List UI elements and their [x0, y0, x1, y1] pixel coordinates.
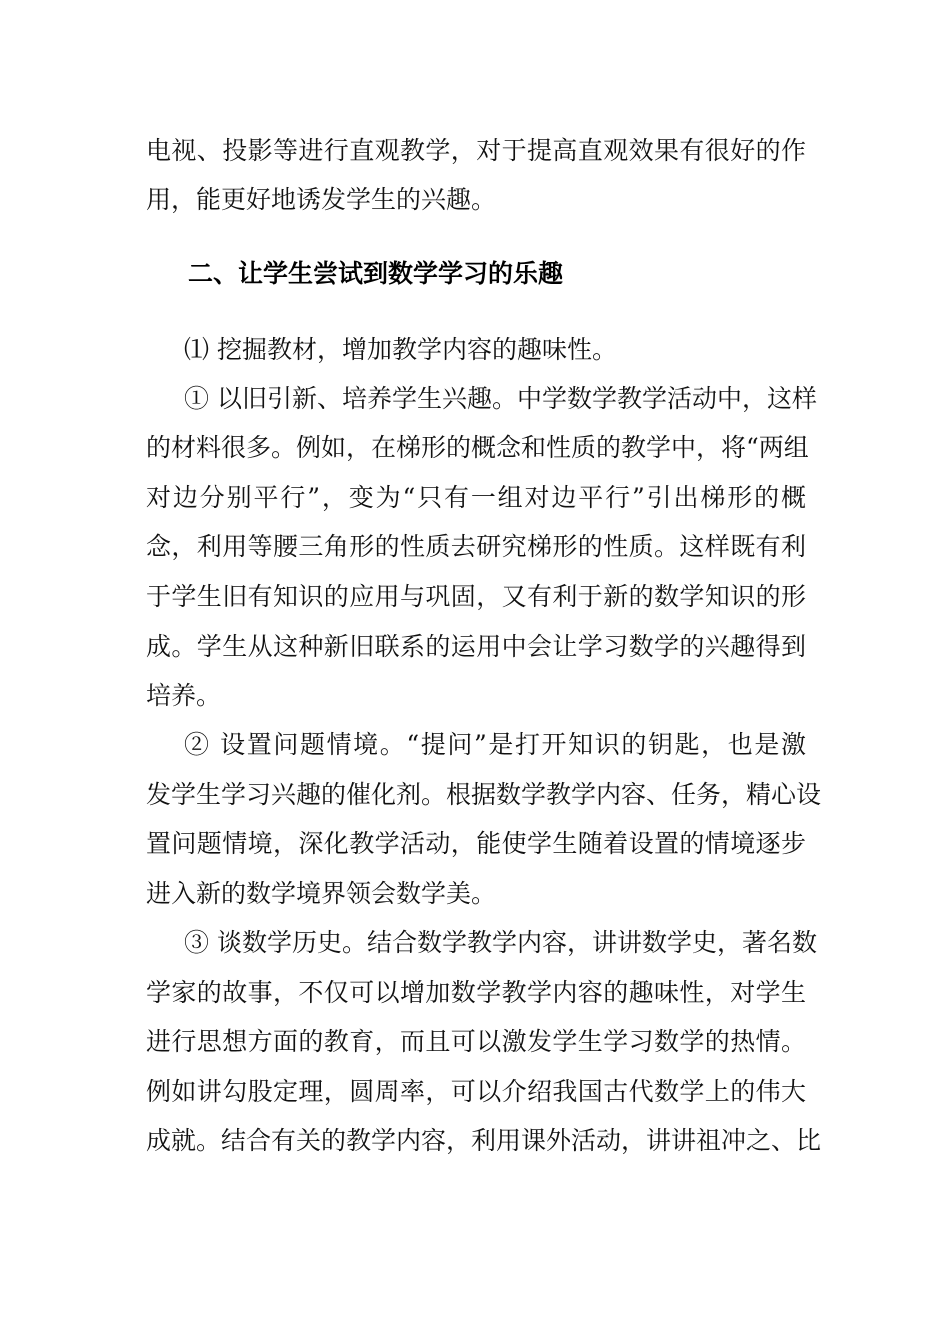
para1-line-2: 的材料很多。例如，在梯形的概念和性质的教学中，将“两组: [146, 433, 809, 462]
para1-line-1: ① 以旧引新、培养学生兴趣。中学数学教学活动中，这样: [184, 384, 817, 413]
para3-line-1: ③ 谈数学历史。结合数学教学内容，讲讲数学史，著名数: [184, 928, 817, 957]
para3-line-5: 成就。结合有关的教学内容，利用课外活动，讲讲祖冲之、比: [146, 1126, 822, 1155]
para2-line-4: 进入新的数学境界领会数学美。: [146, 879, 497, 908]
intro-line-2: 用，能更好地诱发学生的兴趣。: [146, 185, 497, 214]
para1-line-3: 对边分别平行”，变为“只有一组对边平行”引出梯形的概: [146, 483, 806, 512]
para1-line-6: 成。学生从这种新旧联系的运用中会让学习数学的兴趣得到: [146, 632, 806, 661]
para2-line-2: 发学生学习兴趣的催化剂。根据数学教学内容、任务，精心设: [146, 780, 822, 809]
para3-line-4: 例如讲勾股定理，圆周率，可以介绍我国古代数学上的伟大: [146, 1077, 806, 1106]
para1-line-7: 培养。: [146, 681, 222, 710]
para2-line-1: ② 设置问题情境。“提问”是打开知识的钥匙，也是激: [184, 730, 806, 759]
para2-line-3: 置问题情境，深化教学活动，能使学生随着设置的情境逐步: [146, 829, 806, 858]
para3-line-2: 学家的故事，不仅可以增加数学教学内容的趣味性，对学生: [146, 978, 806, 1007]
para1-line-5: 于学生旧有知识的应用与巩固，又有利于新的数学知识的形: [146, 582, 806, 611]
para3-line-3: 进行思想方面的教育，而且可以激发学生学习数学的热情。: [146, 1027, 806, 1056]
subheading: ⑴ 挖掘教材，增加教学内容的趣味性。: [184, 335, 617, 364]
section-heading: 二、让学生尝试到数学学习的乐趣: [188, 259, 564, 288]
para1-line-4: 念，利用等腰三角形的性质去研究梯形的性质。这样既有利: [146, 532, 806, 561]
intro-line-1: 电视、投影等进行直观教学，对于提高直观效果有很好的作: [146, 136, 806, 165]
